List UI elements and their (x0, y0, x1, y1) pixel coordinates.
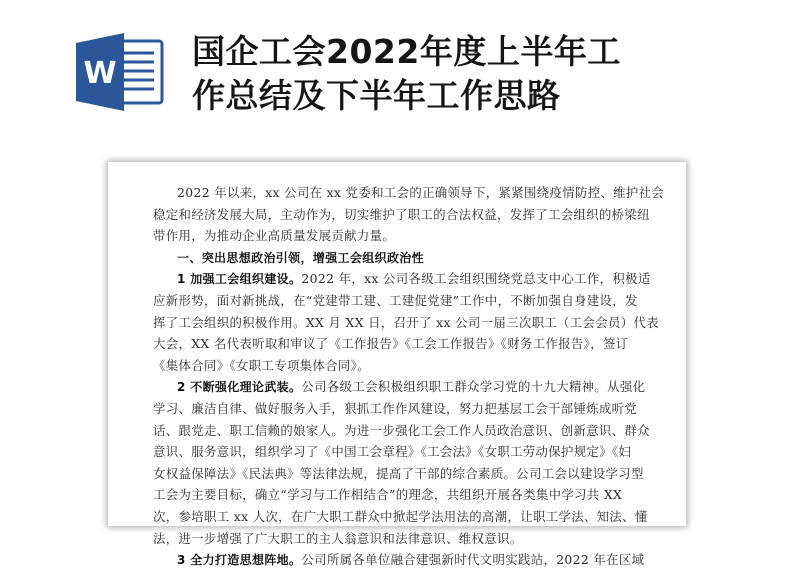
word-icon-letter: W (83, 56, 117, 91)
document-line (153, 506, 648, 528)
document-body (153, 182, 665, 571)
document-line (153, 333, 643, 355)
document-line-text: 带作用，为推动企业高质量发展贡献力量。 (153, 228, 396, 244)
document-line-text: 稳定和经济发展大局，主动作为，切实维护了职工的合法权益，发挥了工会组织的桥梁纽 (153, 206, 650, 222)
document-line-text: 女权益保障法》《民法典》等法律法规，提高了干部的综合素质。公司工会以建设学习型 (153, 465, 644, 481)
document-line-text: 工会为主要目标，确立“学习与工作相结合”的理念，共组织开展各类集中学习共 XX (153, 487, 623, 503)
document-line-text: 2022 年，xx 公司各级工会组织围绕党总支中心工作，积极适 (301, 271, 651, 287)
document-line (153, 528, 643, 550)
document-line-text: 次，参培职工 xx 人次，在广大职工群众中掀起学法用法的高潮，让职工学法、知法、懂 (153, 508, 648, 524)
document-line (153, 463, 643, 485)
document-line (153, 420, 650, 442)
document-line (153, 376, 646, 398)
document-line-text: 话、跟党走、职工信赖的娘家人。为进一步强化工会工作人员政治意识、创新意识、群众 (153, 422, 650, 438)
page-title-line-2: 作总结及下半年工作思路 (192, 76, 561, 115)
document-line-heading: 1 加强工会组织建设。 (177, 272, 302, 287)
document-line-text: 2022 年以来，xx 公司在 xx 党委和工会的正确领导下，紧紧围绕疫情防控、维护社会 (177, 185, 665, 200)
document-line-text: 公司各级工会积极组织职工群众学习党的十九大精神。从强化 (301, 379, 646, 395)
document-line (153, 484, 643, 506)
document-line (153, 355, 643, 377)
document-line-text: 公司所属各单位融合建强新时代文明实践站，2022 年在区域 (301, 552, 645, 568)
document-page (108, 162, 686, 568)
document-line (153, 549, 643, 571)
document-line-text: 挥了工会组织的积极作用。XX 月 XX 日，召开了 xx 公司一届三次职工（工会会员）代表 (153, 314, 659, 330)
document-line-text: 意识、服务意识，组织学习了《中国工会章程》《工会法》《女职工劳动保护规定》《妇 (153, 444, 632, 460)
document-line (153, 204, 650, 226)
document-line-text: 大会，XX 名代表听取和审议了《工作报告》《工会工作报告》《财务工作报告》，签订 (153, 336, 629, 352)
document-line-heading: 2 不断强化理论武装。 (177, 380, 302, 395)
document-line (153, 225, 643, 247)
page-title-line-1: 国企工会2022年度上半年工 (192, 32, 621, 71)
document-line (153, 290, 643, 312)
document-line-text: 学习、廉洁自律、做好服务入手，狠抓工作作风建设，努力把基层工会干部锤炼成听党 (153, 400, 638, 416)
document-line (153, 268, 651, 290)
document-line (153, 182, 665, 204)
document-line (153, 398, 643, 420)
page-title (192, 30, 752, 118)
document-line-text: 应新形势，面对新挑战，在“党建带工建、工建促党建”工作中，不断加强自身建设，发 (153, 292, 638, 308)
document-line-text: 《集体合同》《女职工专项集体合同》。 (153, 357, 370, 373)
document-line-heading: 3 全力打造思想阵地。 (177, 553, 302, 568)
document-line (153, 312, 659, 334)
word-icon (74, 31, 166, 113)
document-line-text: 法，进一步增强了广大职工的主人翁意识和法律意识、维权意识。 (153, 530, 523, 546)
document-line (153, 247, 643, 269)
document-line-heading: 一、突出思想政治引领，增强工会组织政治性 (177, 250, 425, 265)
document-line (153, 441, 643, 463)
